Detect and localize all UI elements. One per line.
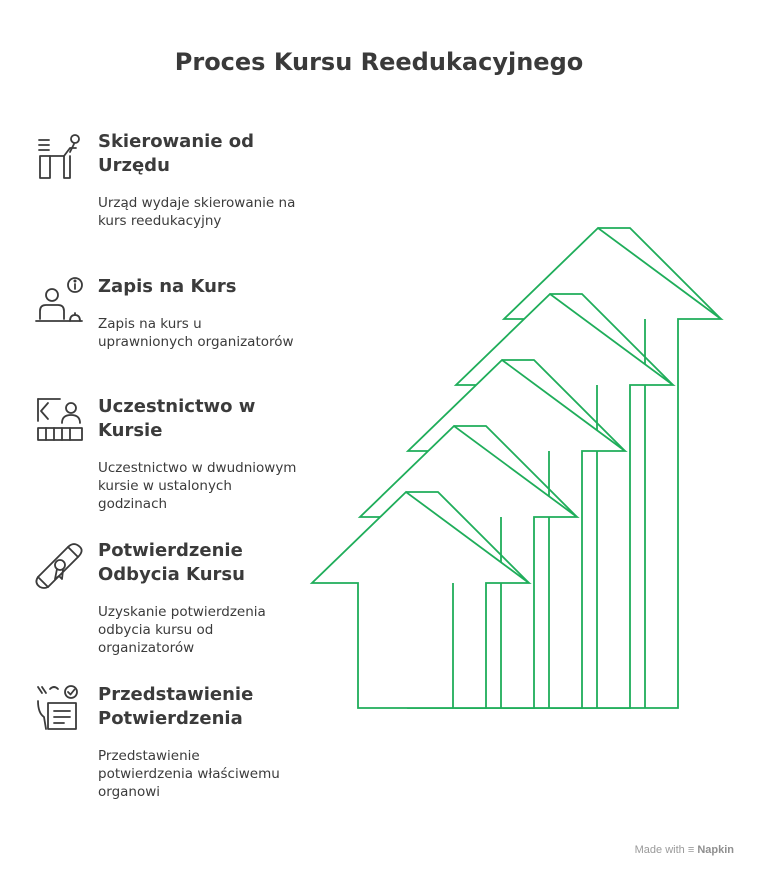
footer-credit bbox=[635, 844, 734, 856]
step-5-title: Przedstawienie Potwierdzenia bbox=[98, 684, 254, 729]
classroom-icon bbox=[34, 395, 86, 447]
napkin-logo-icon: ≡ bbox=[687, 844, 695, 856]
step-1-description: Urząd wydaje skierowanie na kurs reedukacyjny bbox=[98, 195, 296, 229]
diploma-icon bbox=[34, 539, 86, 591]
brand-name: Napkin bbox=[697, 844, 734, 856]
official-referral-icon bbox=[34, 130, 86, 182]
page-title: Proces Kursu Reedukacyjnego bbox=[174, 48, 584, 76]
made-with-label: Made with bbox=[634, 844, 685, 856]
step-1-title: Skierowanie od Urzędu bbox=[98, 131, 255, 176]
step-3-description: Uczestnictwo w dwudniowym kursie w ustalonych godzinach bbox=[98, 460, 297, 512]
step-3-title: Uczestnictwo w Kursie bbox=[98, 396, 256, 441]
step-2-title: Zapis na Kurs bbox=[98, 276, 237, 297]
step-4-description: Uzyskanie potwierdzenia odbycia kursu od organizatorów bbox=[98, 604, 266, 656]
step-5-description: Przedstawienie potwierdzenia właściwemu organowi bbox=[98, 748, 280, 800]
step-4-title: Potwierdzenie Odbycia Kursu bbox=[98, 540, 245, 585]
step-2-description: Zapis na kurs u uprawnionych organizatorów bbox=[98, 316, 294, 350]
ascending-arrows-diagram bbox=[300, 215, 740, 725]
registration-desk-icon bbox=[34, 275, 86, 327]
document-submission-icon bbox=[34, 683, 86, 735]
